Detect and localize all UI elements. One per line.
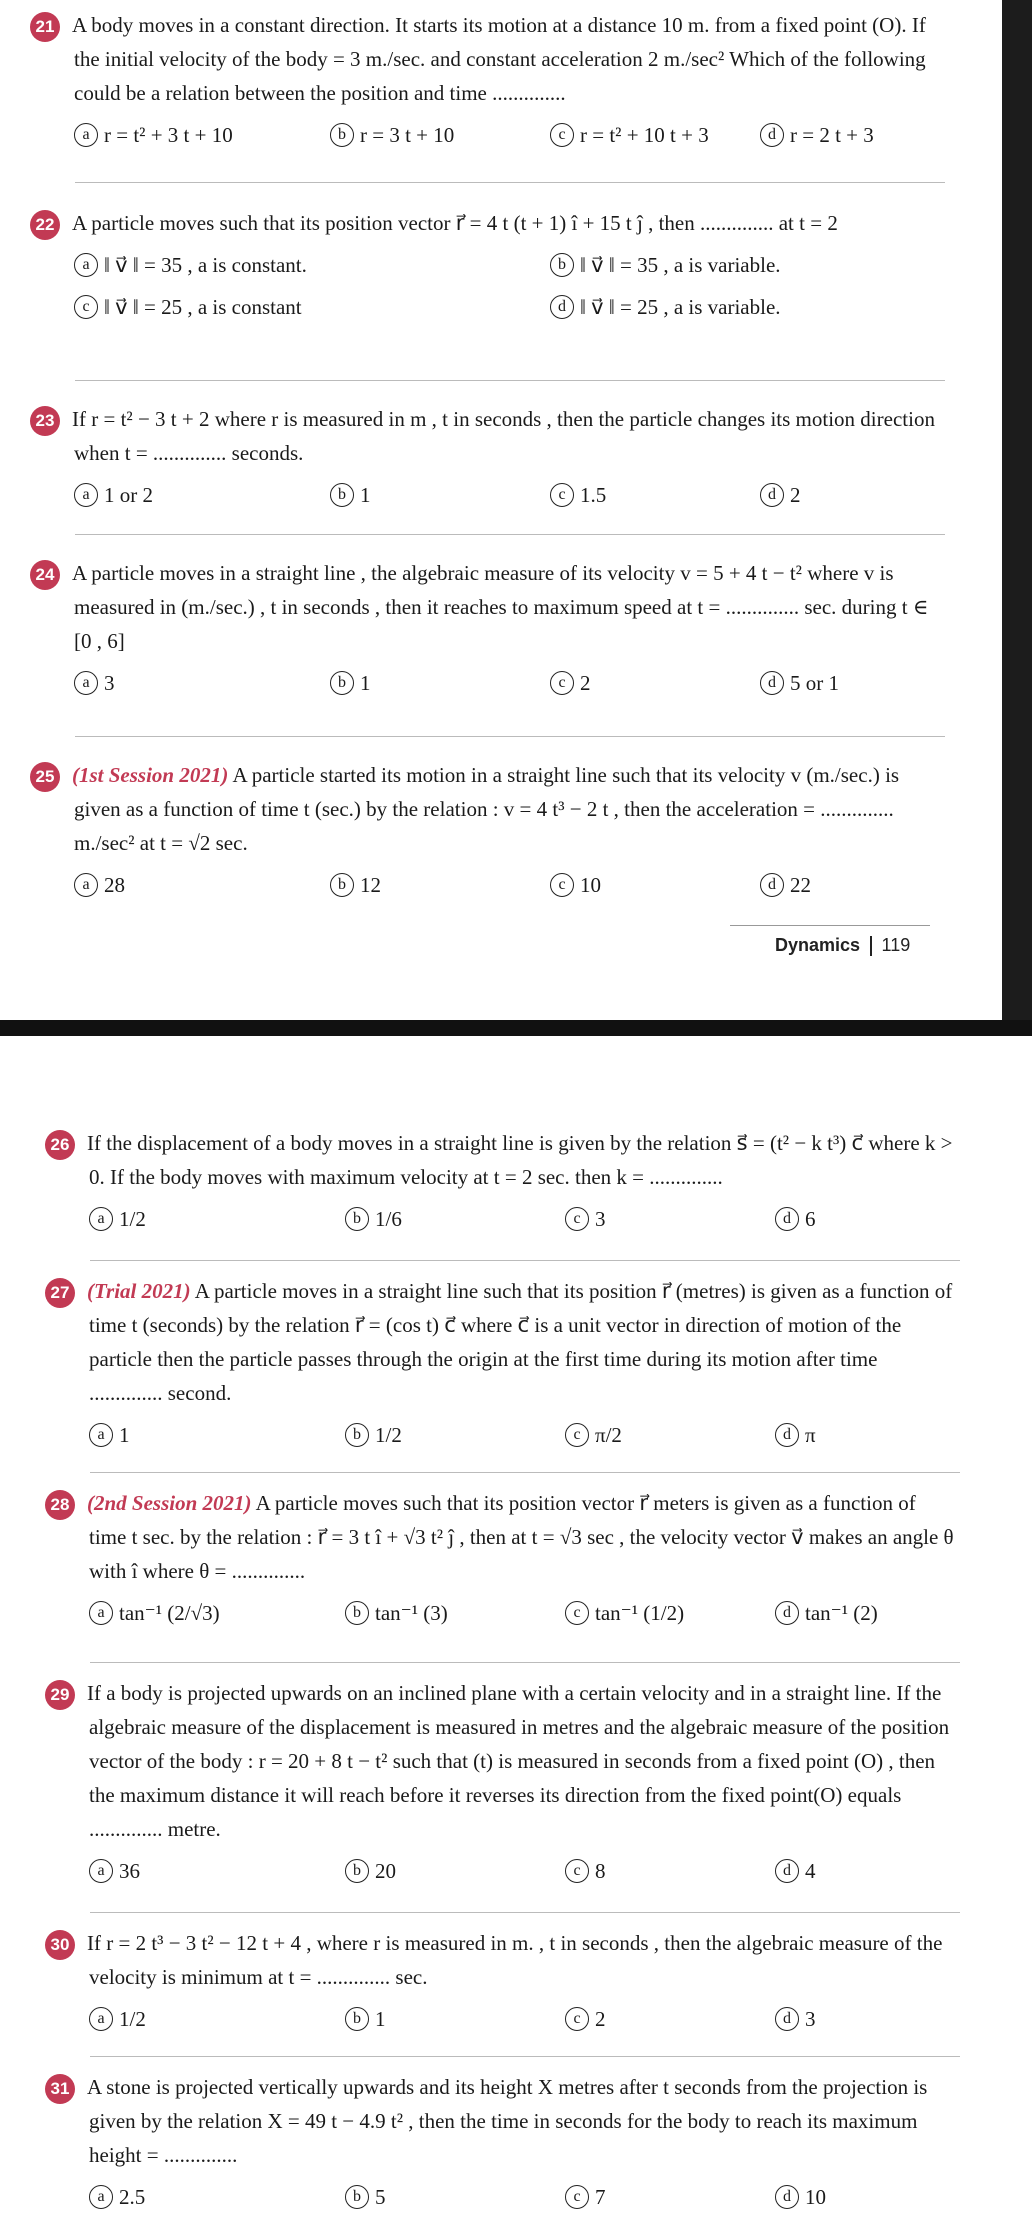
question-text: A stone is projected vertically upwards and its height X metres after t seconds from the projection is given by the relation X = 49 t − 4.9 t² , then the time in seconds for the body to reach its maximum height = .............. [87,2075,928,2168]
question-26 [45,1126,955,1242]
page-120 [0,1036,1032,2223]
option-c[interactable]: c 10 [550,868,601,902]
divider [90,1260,960,1261]
question-number: 25 [30,762,60,792]
option-d[interactable]: d 10 [775,2180,826,2214]
option-b[interactable]: b 5 [345,2180,386,2214]
option-b[interactable]: b r = 3 t + 10 [330,118,454,152]
divider [90,2056,960,2057]
page-edge [1002,0,1032,1020]
question-27 [45,1274,955,1458]
option-d[interactable]: d tan⁻¹ (2) [775,1596,878,1630]
question-text: A particle moves such that its position vector r⃗ meters is given as a function of time t sec. by the relation : r⃗ = 3 t î + √3 t² ĵ , then at t = √3 sec , the velocity vector v⃗ makes an angle θ with î where θ = .............. [89,1491,954,1584]
session-tag: (2nd Session 2021) [87,1491,252,1515]
question-number: 31 [45,2074,75,2104]
options [45,2180,955,2220]
option-a[interactable]: a ‖ v⃗ ‖ = 35 , a is constant. [74,248,307,282]
options [45,2002,955,2042]
question-28 [45,1486,955,1636]
question-number: 27 [45,1278,75,1308]
option-d[interactable]: d ‖ v⃗ ‖ = 25 , a is variable. [550,290,781,324]
question-text: A particle moves in a straight line such that its position r⃗ (metres) is given as a function of time t (seconds) by the relation r⃗ = (cos t) c⃗ where c⃗ is a unit vector in direction of motion of the particle then the particle passes through the origin at the first time during its motion after time .............. second. [89,1279,953,1406]
options [30,118,940,158]
session-tag: (1st Session 2021) [72,763,229,787]
options [30,478,940,518]
question-text: If the displacement of a body moves in a straight line is given by the relation s⃗ = (t² − k t³) c⃗ where k > 0. If the body moves with maximum velocity at t = 2 sec. then k = .............. [87,1131,953,1190]
options [30,248,940,332]
question-number: 22 [30,210,60,240]
question-29 [45,1676,955,1894]
question-text: If r = t² − 3 t + 2 where r is measured in m , t in seconds , then the particle changes its motion direction when t = .............. seconds. [72,407,935,466]
divider [75,380,945,381]
question-text: A particle started its motion in a straight line such that its velocity v (m./sec.) is given as a function of time t (sec.) by the relation : v = 4 t³ − 2 t , then the acceleration = .............. m./sec² at t = √2 sec. [74,763,900,856]
option-a[interactable]: a 1 [89,1418,130,1452]
option-c[interactable]: c 2 [565,2002,606,2036]
option-c[interactable]: c π/2 [565,1418,622,1452]
question-number: 23 [30,406,60,436]
option-a[interactable]: a 2.5 [89,2180,145,2214]
divider [75,182,945,183]
question-number: 24 [30,560,60,590]
question-text: A body moves in a constant direction. It starts its motion at a distance 10 m. from a fixed point (O). If the initial velocity of the body = 3 m./sec. and constant acceleration 2 m./sec² Which of the following could be a relation between the position and time .............. [72,13,926,106]
option-a[interactable]: a r = t² + 3 t + 10 [74,118,233,152]
option-b[interactable]: b 1 [330,478,371,512]
question-21 [30,8,940,158]
option-b[interactable]: b 1 [330,666,371,700]
question-number: 29 [45,1680,75,1710]
option-a[interactable]: a 36 [89,1854,140,1888]
page-footer [775,935,910,956]
option-c[interactable]: c 2 [550,666,591,700]
session-tag: (Trial 2021) [87,1279,191,1303]
options [30,666,940,706]
option-b[interactable]: b 1 [345,2002,386,2036]
question-25 [30,758,940,908]
option-a[interactable]: a tan⁻¹ (2/√3) [89,1596,220,1630]
option-b[interactable]: b 1/6 [345,1202,402,1236]
option-a[interactable]: a 1 or 2 [74,478,153,512]
option-d[interactable]: d 6 [775,1202,816,1236]
question-23 [30,402,940,518]
footer-page-number: 119 [881,935,911,955]
option-b[interactable]: b ‖ v⃗ ‖ = 35 , a is variable. [550,248,781,282]
options [45,1418,955,1458]
question-30 [45,1926,955,2042]
question-number: 30 [45,1930,75,1960]
question-number: 26 [45,1130,75,1160]
footer-rule [730,925,930,926]
option-c[interactable]: c ‖ v⃗ ‖ = 25 , a is constant [74,290,302,324]
divider [90,1662,960,1663]
option-b[interactable]: b 12 [330,868,381,902]
option-c[interactable]: c 8 [565,1854,606,1888]
option-b[interactable]: b tan⁻¹ (3) [345,1596,448,1630]
options [45,1854,955,1894]
divider [90,1912,960,1913]
option-b[interactable]: b 1/2 [345,1418,402,1452]
page-gap [0,1020,1032,1036]
footer-divider [870,936,872,956]
option-c[interactable]: c tan⁻¹ (1/2) [565,1596,684,1630]
option-c[interactable]: c r = t² + 10 t + 3 [550,118,709,152]
question-24 [30,556,940,706]
option-d[interactable]: d r = 2 t + 3 [760,118,874,152]
question-text: If r = 2 t³ − 3 t² − 12 t + 4 , where r is measured in m. , t in seconds , then the algebraic measure of the velocity is minimum at t = .............. sec. [87,1931,943,1990]
question-22 [30,206,940,332]
options [45,1596,955,1636]
option-a[interactable]: a 1/2 [89,1202,146,1236]
question-number: 21 [30,12,60,42]
option-c[interactable]: c 3 [565,1202,606,1236]
option-c[interactable]: c 1.5 [550,478,606,512]
divider [75,736,945,737]
option-d[interactable]: d 22 [760,868,811,902]
option-a[interactable]: a 1/2 [89,2002,146,2036]
option-d[interactable]: d 2 [760,478,801,512]
option-d[interactable]: d π [775,1418,816,1452]
question-text: A particle moves such that its position vector r⃗ = 4 t (t + 1) î + 15 t ĵ , then .............. at t = 2 [72,211,838,235]
options [45,1202,955,1242]
question-text: If a body is projected upwards on an inclined plane with a certain velocity and in a straight line. If the algebraic measure of the displacement is measured in metres and the algebraic measure of the position vector of the body : r = 20 + 8 t − t² such that (t) is measured in seconds from a fixed point (O) , then the maximum distance it will reach before it reverses its direction from the fixed point(O) equals .............. metre. [87,1681,950,1842]
option-a[interactable]: a 3 [74,666,115,700]
question-text: A particle moves in a straight line , the algebraic measure of its velocity v = 5 + 4 t − t² where v is measured in (m./sec.) , t in seconds , then it reaches to maximum speed at t = .............. sec. during t ∈ [0 , 6] [72,561,929,654]
option-a[interactable]: a 28 [74,868,125,902]
page-119 [0,0,1032,1020]
option-b[interactable]: b 20 [345,1854,396,1888]
footer-subject: Dynamics [775,935,861,955]
option-d[interactable]: d 4 [775,1854,816,1888]
option-d[interactable]: d 3 [775,2002,816,2036]
option-d[interactable]: d 5 or 1 [760,666,839,700]
option-c[interactable]: c 7 [565,2180,606,2214]
question-31 [45,2070,955,2220]
divider [75,534,945,535]
options [30,868,940,908]
divider [90,1472,960,1473]
question-number: 28 [45,1490,75,1520]
